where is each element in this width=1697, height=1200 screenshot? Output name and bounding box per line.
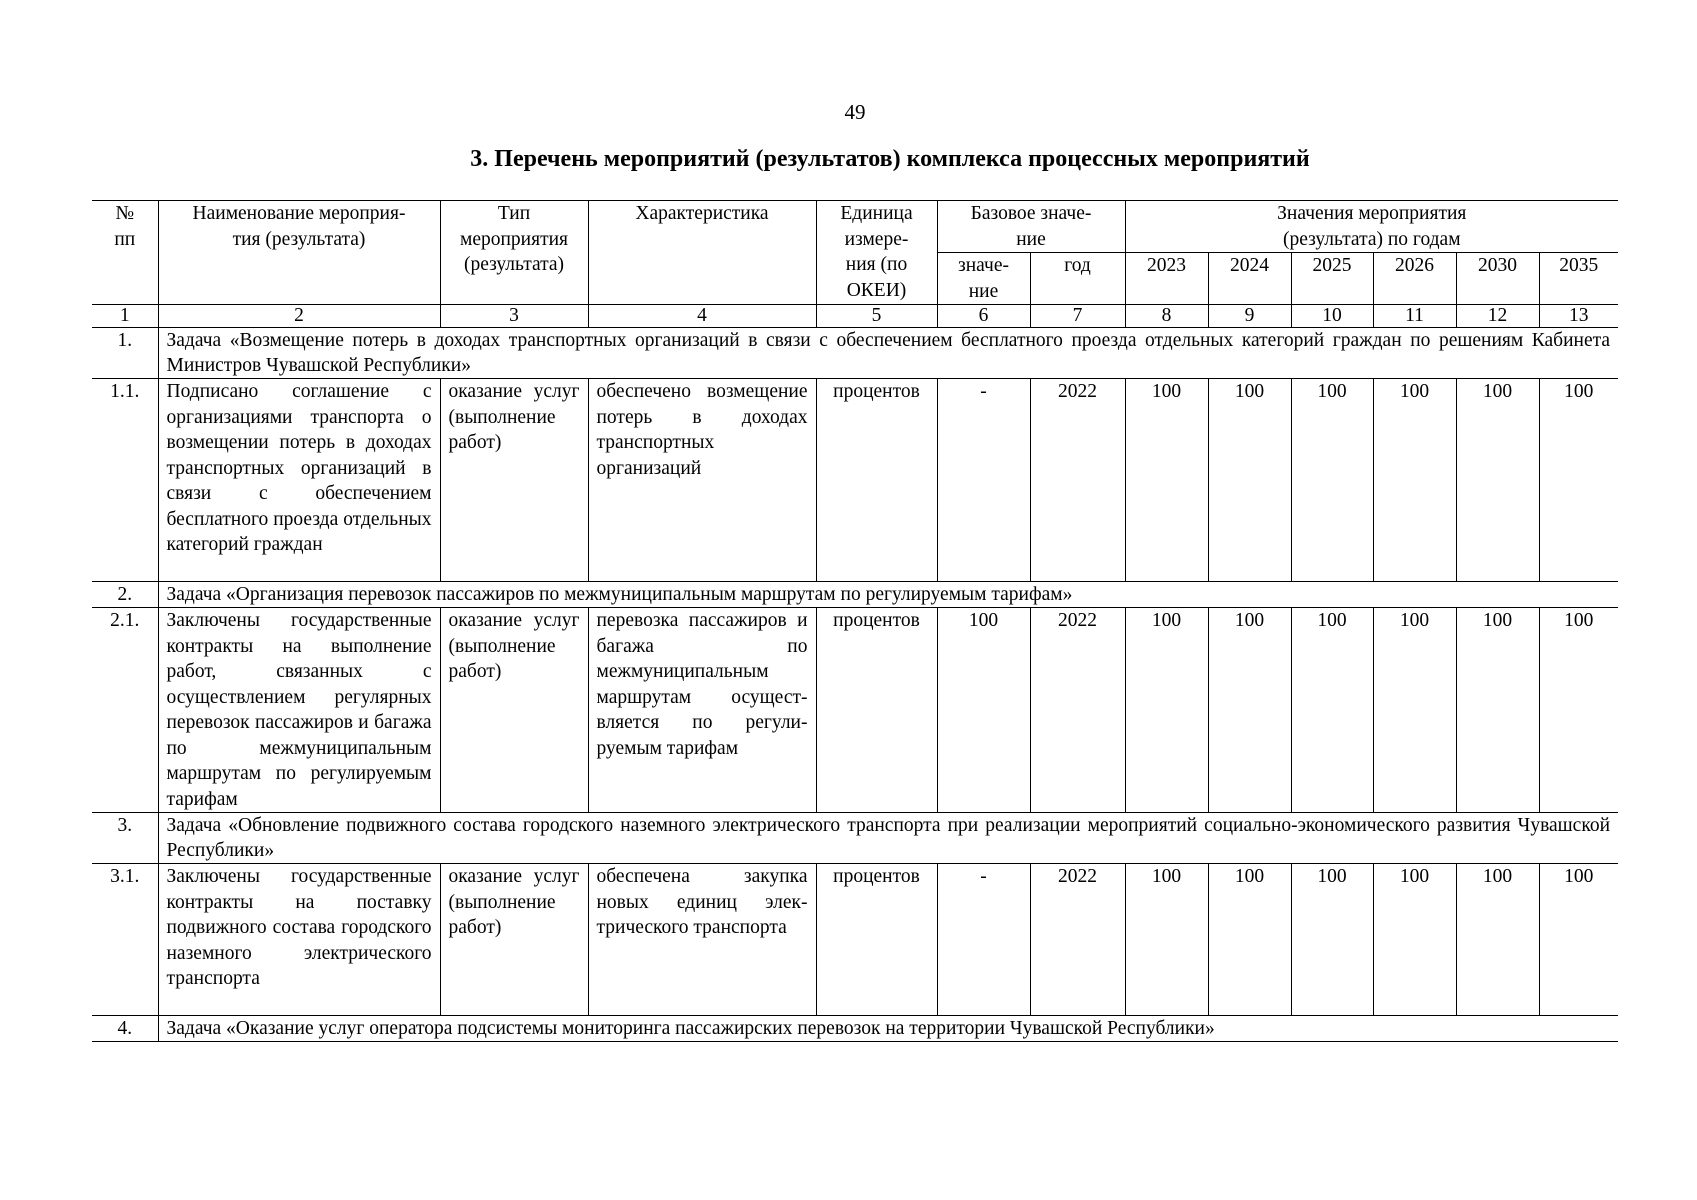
task-row bbox=[92, 582, 1618, 608]
column-number: 9 bbox=[1208, 305, 1291, 328]
item-base-year: 2022 bbox=[1030, 864, 1125, 1016]
item-type: оказание услуг (выполнение работ) bbox=[440, 608, 588, 813]
header-year: 2025 bbox=[1291, 253, 1373, 305]
item-value: 100 bbox=[1125, 379, 1208, 582]
task-text: Задача «Возмещение потерь в доходах транспортных организаций в связи с обеспечением бесплатного проезда отдельных категорий граждан по решениям Кабинета Министров Чувашской Республики» bbox=[158, 328, 1618, 379]
item-row bbox=[92, 379, 1618, 582]
header-year: 2026 bbox=[1373, 253, 1456, 305]
item-value: 100 bbox=[1456, 864, 1539, 1016]
item-characteristic: обеспечено возмещение потерь в доходах транспортных организаций bbox=[588, 379, 816, 582]
item-characteristic: перевозка пассажиров и багажа по межмуниципальным маршрутам осуществляется по регулируемым тарифам bbox=[588, 608, 816, 813]
task-num: 4. bbox=[92, 1016, 158, 1042]
item-name: Заключены государственные контракты на поставку подвижного состава городского наземного электрического транспорта bbox=[158, 864, 440, 1016]
header-base-value-text: значе- ние bbox=[958, 255, 1009, 302]
item-base-value: - bbox=[937, 379, 1030, 582]
item-base-value: - bbox=[937, 864, 1030, 1016]
task-text: Задача «Обновление подвижного состава городского наземного электрического транспорта при реализации мероприятий социально-экономического развития Чувашской Республики» bbox=[158, 813, 1618, 864]
task-row bbox=[92, 813, 1618, 864]
header-num bbox=[92, 201, 158, 305]
item-name: Заключены государственные контракты на выполнение работ, связанных с осуществлением регулярных перевозок пассажиров и багажа по межмуниципальным маршрутам по регулируемым тарифам bbox=[158, 608, 440, 813]
item-value: 100 bbox=[1208, 864, 1291, 1016]
column-number: 5 bbox=[816, 305, 937, 328]
task-row bbox=[92, 328, 1618, 379]
header-values-by-year-text: Значения мероприятия (результата) по годам bbox=[1277, 203, 1467, 250]
column-number: 11 bbox=[1373, 305, 1456, 328]
item-base-value: 100 bbox=[937, 608, 1030, 813]
header-base-year bbox=[1030, 253, 1125, 305]
task-text: Задача «Оказание услуг оператора подсистемы мониторинга пассажирских перевозок на территории Чувашской Республики» bbox=[158, 1016, 1618, 1042]
item-num: 1.1. bbox=[92, 379, 158, 582]
task-row bbox=[92, 1016, 1618, 1042]
task-num: 1. bbox=[92, 328, 158, 379]
header-base bbox=[937, 201, 1125, 253]
column-number: 8 bbox=[1125, 305, 1208, 328]
item-value: 100 bbox=[1373, 608, 1456, 813]
column-number: 1 bbox=[92, 305, 158, 328]
header-characteristic bbox=[588, 201, 816, 305]
column-number: 3 bbox=[440, 305, 588, 328]
item-value: 100 bbox=[1539, 608, 1618, 813]
column-number: 13 bbox=[1539, 305, 1618, 328]
item-value: 100 bbox=[1208, 608, 1291, 813]
header-name-text: Наименование мероприя- тия (результата) bbox=[192, 203, 406, 250]
column-number: 6 bbox=[937, 305, 1030, 328]
header-name bbox=[158, 201, 440, 305]
item-value: 100 bbox=[1291, 608, 1373, 813]
item-value: 100 bbox=[1125, 608, 1208, 813]
item-value: 100 bbox=[1456, 608, 1539, 813]
item-value: 100 bbox=[1539, 379, 1618, 582]
column-number: 12 bbox=[1456, 305, 1539, 328]
header-num-text: № пп bbox=[114, 203, 136, 250]
item-value: 100 bbox=[1125, 864, 1208, 1016]
header-unit-text: Единица измере- ния (по ОКЕИ) bbox=[840, 203, 913, 301]
header-year: 2035 bbox=[1539, 253, 1618, 305]
item-value: 100 bbox=[1291, 864, 1373, 1016]
column-number: 7 bbox=[1030, 305, 1125, 328]
column-number: 2 bbox=[158, 305, 440, 328]
item-characteristic: обеспечена закупка новых единиц электрического транспорта bbox=[588, 864, 816, 1016]
header-base-text: Базовое значе- ние bbox=[970, 203, 1092, 250]
header-characteristic-text: Характеристика bbox=[635, 203, 769, 224]
header-year: 2024 bbox=[1208, 253, 1291, 305]
header-base-value bbox=[937, 253, 1030, 305]
item-row bbox=[92, 608, 1618, 813]
column-number-row bbox=[92, 305, 1618, 328]
item-value: 100 bbox=[1373, 379, 1456, 582]
item-unit: процентов bbox=[816, 379, 937, 582]
header-type bbox=[440, 201, 588, 305]
item-value: 100 bbox=[1208, 379, 1291, 582]
header-year: 2030 bbox=[1456, 253, 1539, 305]
item-value: 100 bbox=[1291, 379, 1373, 582]
item-value: 100 bbox=[1373, 864, 1456, 1016]
task-num: 2. bbox=[92, 582, 158, 608]
item-value: 100 bbox=[1456, 379, 1539, 582]
item-base-year: 2022 bbox=[1030, 379, 1125, 582]
item-unit: процентов bbox=[816, 864, 937, 1016]
task-text: Задача «Организация перевозок пассажиров по межмуниципальным маршрутам по регулируемым тарифам» bbox=[158, 582, 1618, 608]
item-num: 2.1. bbox=[92, 608, 158, 813]
item-name: Подписано соглашение с организациями транспорта о возмещении потерь в доходах транспортных организаций в связи с обеспечением бесплатного проезда отдельных категорий граждан bbox=[158, 379, 440, 582]
item-num: 3.1. bbox=[92, 864, 158, 1016]
column-number: 10 bbox=[1291, 305, 1373, 328]
item-type: оказание услуг (выполнение работ) bbox=[440, 864, 588, 1016]
header-values-by-year bbox=[1125, 201, 1618, 253]
header-year: 2023 bbox=[1125, 253, 1208, 305]
page-number: 49 bbox=[844, 100, 866, 124]
header-unit bbox=[816, 201, 937, 305]
measures-table bbox=[92, 200, 1618, 1042]
page-title: 3. Перечень мероприятий (результатов) комплекса процессных мероприятий bbox=[470, 146, 1310, 172]
header-base-year-text: год bbox=[1064, 255, 1091, 276]
item-value: 100 bbox=[1539, 864, 1618, 1016]
item-unit: процентов bbox=[816, 608, 937, 813]
task-num: 3. bbox=[92, 813, 158, 864]
item-type: оказание услуг (выполнение работ) bbox=[440, 379, 588, 582]
column-number: 4 bbox=[588, 305, 816, 328]
header-type-text: Тип мероприятия (результата) bbox=[459, 203, 568, 275]
item-row bbox=[92, 864, 1618, 1016]
item-base-year: 2022 bbox=[1030, 608, 1125, 813]
